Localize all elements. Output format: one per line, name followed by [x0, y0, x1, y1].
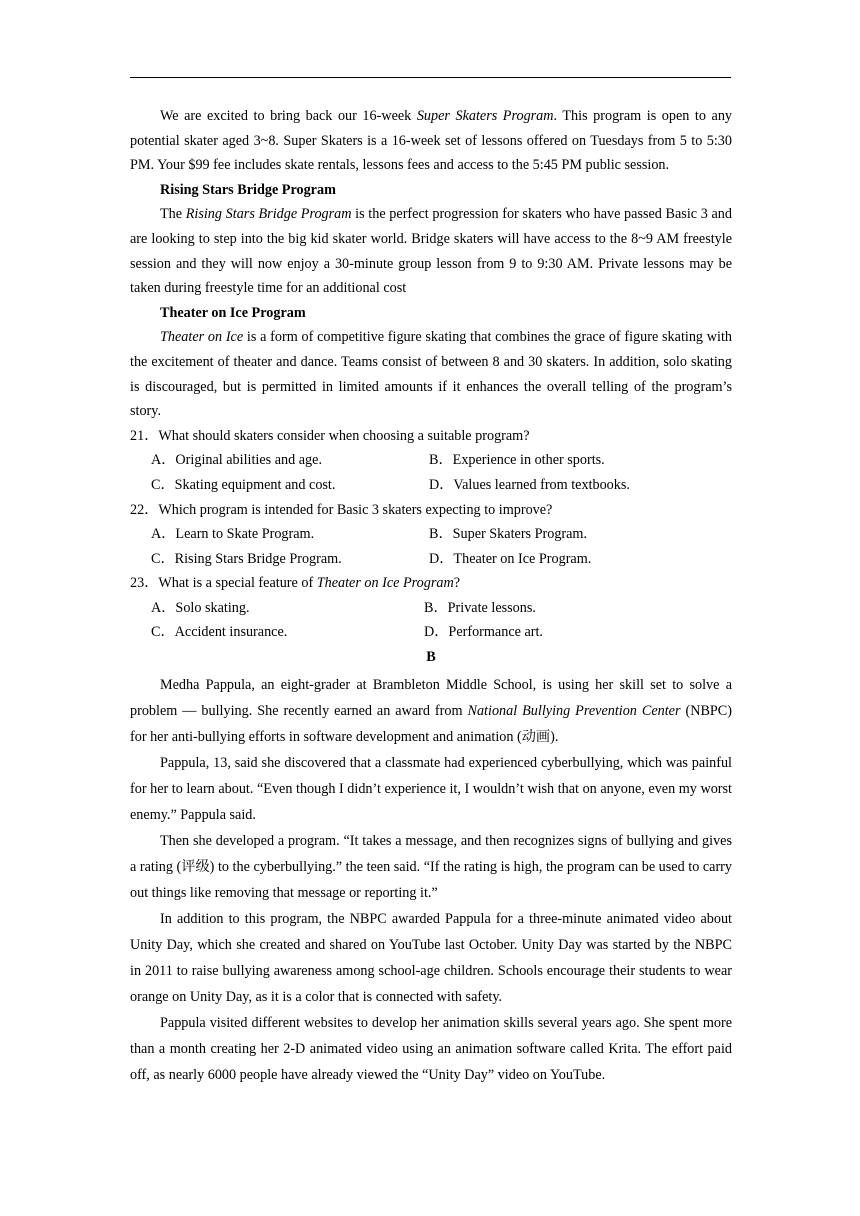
passage-paragraph — [130, 672, 732, 750]
program-name-italic: Theater on Ice — [160, 329, 244, 346]
question-stem: 21．What should skaters consider when choosing a suitable program? — [130, 427, 530, 444]
question-22 — [130, 498, 732, 572]
option-a[interactable]: A．Learn to Skate Program. — [151, 526, 315, 543]
program-name-italic: Theater on Ice Program — [316, 575, 454, 592]
option-d[interactable]: D．Theater on Ice Program. — [429, 550, 592, 567]
text-run: (NBPC) for her anti-bullying efforts in software development and animation (动画). — [130, 702, 732, 745]
option-c[interactable]: C．Skating equipment and cost. — [151, 476, 336, 493]
passage-paragraph: Then she developed a program. “It takes a message, and then recognizes signs of bullying and gives a rating (评级) to the cyberbullying.” the teen said. “If the rating is high, the program can be used to carry out things like removing that message or reporting it.” — [130, 832, 732, 901]
rising-stars-heading: Rising Stars Bridge Program — [160, 181, 336, 198]
option-row — [130, 448, 732, 473]
text-run: ? — [453, 575, 461, 592]
option-row — [130, 473, 732, 498]
program-name-italic: Rising Stars Bridge Program — [185, 206, 352, 223]
text-run: The — [160, 206, 186, 223]
option-c[interactable]: C．Rising Stars Bridge Program. — [151, 550, 342, 567]
text-run: is the perfect progression for skaters who have passed Basic 3 and are looking to step into the big kid skater world. Bridge skaters will have access to the 8~9 AM freestyle session and they will now enjoy a 30-minute group lesson from 9 to 9:30 AM. Private lessons may be taken during freestyle time for an additional cost — [130, 206, 732, 297]
theater-paragraph — [130, 325, 732, 423]
option-row — [130, 620, 732, 645]
option-row — [130, 547, 732, 572]
theater-heading: Theater on Ice Program — [160, 304, 306, 321]
text-run: We are excited to bring back our 16-week — [160, 108, 417, 124]
passage-paragraph: In addition to this program, the NBPC awarded Pappula for a three-minute animated video about Unity Day, which she created and shared on YouTube last October. Unity Day was started by the NBPC in 2011 to raise bullying awareness among school-age children. Schools encourage their students to wear orange on Unity Day, as it is a color that is connected with safety. — [130, 910, 732, 1005]
section-b-passage — [130, 672, 732, 1088]
program-name-italic: Super Skaters Program — [416, 108, 554, 124]
rising-stars-paragraph — [130, 202, 732, 300]
option-d[interactable]: D．Performance art. — [424, 624, 543, 641]
passage-paragraph: Pappula visited different websites to develop her animation skills several years ago. She spent more than a month creating her 2-D animated video using an animation software called Krita. The effort paid off, as nearly 6000 people have already viewed the “Unity Day” video on YouTube. — [130, 1014, 732, 1083]
option-a[interactable]: A．Solo skating. — [151, 599, 250, 616]
text-run: is a form of competitive figure skating that combines the grace of figure skating with the excitement of theater and dance. Teams consist of between 8 and 30 skaters. In addition, solo skating is discouraged, but is permitted in limited amounts if it enhances the overall telling of the program’s story. — [130, 329, 732, 420]
question-23 — [130, 571, 732, 645]
question-stem: 22．Which program is intended for Basic 3 skaters expecting to improve? — [130, 501, 553, 518]
question-stem — [130, 571, 732, 596]
super-skaters-paragraph — [130, 104, 732, 178]
section-b-label: B — [426, 649, 436, 666]
question-21 — [130, 424, 732, 498]
option-b[interactable]: B．Super Skaters Program. — [429, 526, 588, 543]
option-c[interactable]: C．Accident insurance. — [151, 624, 288, 641]
option-a[interactable]: A．Original abilities and age. — [151, 452, 322, 469]
option-b[interactable]: B．Experience in other sports. — [429, 452, 605, 469]
option-row — [130, 596, 732, 621]
option-row — [130, 522, 732, 547]
text-run: 23．What is a special feature of — [130, 575, 317, 592]
organization-name-italic: National Bullying Prevention Center — [467, 702, 681, 719]
passage-paragraph: Pappula, 13, said she discovered that a classmate had experienced cyberbullying, which was painful for her to learn about. “Even though I didn’t experience it, I wouldn’t wish that on anyone, even my worst enemy.” Pappula said. — [130, 754, 732, 823]
option-b[interactable]: B．Private lessons. — [424, 599, 536, 616]
text-run: Medha Pappula, an eight-grader at Brambleton Middle School, is using her skill set to solve a problem — bullying. She recently earned an award from — [130, 676, 732, 719]
header-rule — [130, 77, 731, 78]
text-run: . This program is open to any potential skater aged 3~8. Super Skaters is a 16-week set of lessons offered on Tuesdays from 5 to 5:30 PM. Your $99 fee includes skate rentals, lessons fees and access to the 5:45 PM public session. — [130, 108, 733, 174]
option-d[interactable]: D．Values learned from textbooks. — [429, 476, 630, 493]
page-content — [130, 104, 732, 1088]
